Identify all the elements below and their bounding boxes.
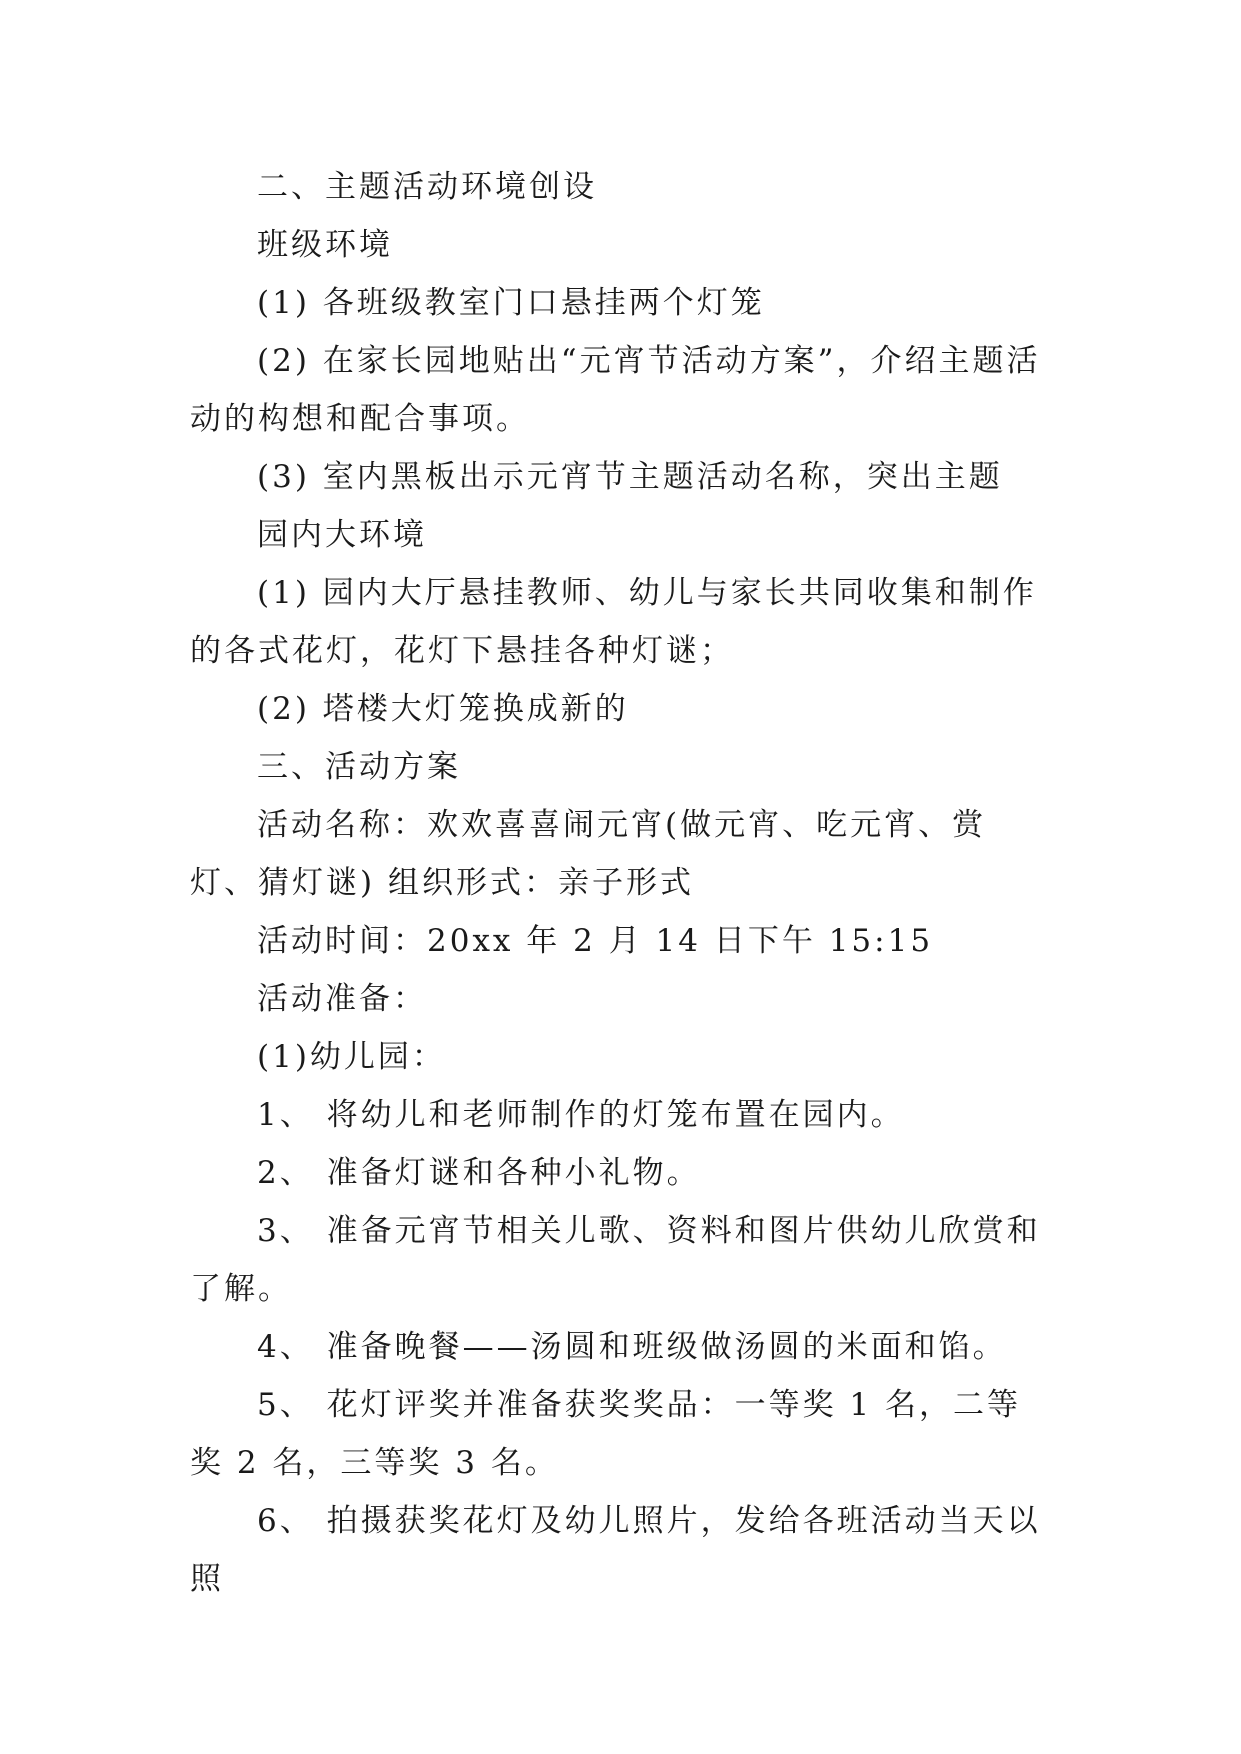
preparation-subheading: (1)幼儿园： bbox=[257, 1039, 446, 1075]
list-item: (1) 各班级教室门口悬挂两个灯笼 bbox=[257, 285, 765, 321]
section-heading-plan: 三、活动方案 bbox=[257, 749, 461, 785]
document-body bbox=[190, 158, 1050, 1608]
list-item: (2) 塔楼大灯笼换成新的 bbox=[257, 691, 629, 727]
list-item: 5、 花灯评奖并准备获奖奖品：一等奖 1 名，二等奖 2 名，三等奖 3 名。 bbox=[190, 1387, 1022, 1481]
list-item: 3、 准备元宵节相关儿歌、资料和图片供幼儿欣赏和了解。 bbox=[190, 1213, 1041, 1307]
activity-preparation-label: 活动准备： bbox=[257, 981, 427, 1017]
list-item: (2) 在家长园地贴出“元宵节活动方案”，介绍主题活动的构想和配合事项。 bbox=[190, 343, 1041, 437]
section-heading-environment: 二、主题活动环境创设 bbox=[257, 169, 597, 205]
list-item: 1、 将幼儿和老师制作的灯笼布置在园内。 bbox=[257, 1097, 905, 1133]
list-item: (3) 室内黑板出示元宵节主题活动名称，突出主题 bbox=[257, 459, 1003, 495]
list-item: 6、 拍摄获奖花灯及幼儿照片，发给各班活动当天以照 bbox=[190, 1503, 1041, 1597]
activity-time: 活动时间：20xx 年 2 月 14 日下午 15:15 bbox=[257, 923, 934, 959]
list-item: (1) 园内大厅悬挂教师、幼儿与家长共同收集和制作的各式花灯，花灯下悬挂各种灯谜； bbox=[190, 575, 1037, 669]
activity-name: 活动名称：欢欢喜喜闹元宵(做元宵、吃元宵、赏灯、猜灯谜) 组织形式：亲子形式 bbox=[190, 807, 987, 901]
subheading-garden-environment: 园内大环境 bbox=[257, 517, 427, 553]
list-item: 4、 准备晚餐——汤圆和班级做汤圆的米面和馅。 bbox=[257, 1329, 1007, 1365]
subheading-class-environment: 班级环境 bbox=[257, 227, 393, 263]
list-item: 2、 准备灯谜和各种小礼物。 bbox=[257, 1155, 701, 1191]
